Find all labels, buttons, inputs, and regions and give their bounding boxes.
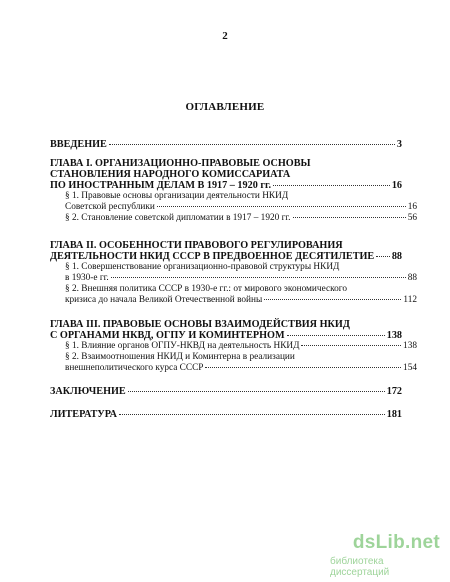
entry-page: 181 [386, 409, 402, 420]
watermark-logo [353, 532, 440, 554]
toc-entry-introduction[interactable] [50, 139, 402, 150]
chapter-title-line: ГЛАВА II. ОСОБЕННОСТИ ПРАВОВОГО РЕГУЛИРОВАНИЯ [50, 240, 343, 251]
dot-leader [157, 206, 406, 207]
entry-page: 112 [403, 295, 417, 305]
dot-leader [111, 277, 406, 278]
section-title-line: § 1. Влияние органов ОГПУ-НКВД на деятельность НКИД [65, 341, 300, 351]
section-title-line: § 2. Взаимоотношения НКИД и Коминтерна в реализации [65, 352, 295, 362]
entry-page: 138 [403, 341, 417, 351]
watermark-subtitle: библиотека диссертаций [330, 556, 390, 578]
dot-leader [376, 256, 390, 257]
toc-title: ОГЛАВЛЕНИЕ [185, 101, 265, 113]
dot-leader [109, 144, 395, 145]
watermark-logo-main: dsLib [352, 532, 406, 553]
toc-entry-chapter-3[interactable] [50, 319, 417, 374]
section-title-line: § 2. Становление советской дипломатии в 1917 – 1920 гг. [65, 213, 291, 223]
entry-page: 138 [386, 330, 402, 341]
dot-leader [293, 217, 406, 218]
entry-title: ЛИТЕРАТУРА [50, 409, 118, 420]
chapter-title-line: ДЕЯТЕЛЬНОСТИ НКИД СССР В ПРЕДВОЕННОЕ ДЕСЯТИЛЕТИЕ [50, 251, 375, 262]
toc-entry-literature[interactable] [50, 409, 402, 420]
toc-entry-chapter-1[interactable] [50, 158, 417, 224]
section-title-line: в 1930-е гг. [65, 273, 109, 283]
section-title-line: § 1. Совершенствование организационно-правовой структуры НКИД [65, 262, 340, 272]
entry-page: 172 [386, 386, 402, 397]
dot-leader [264, 299, 401, 300]
section-title-line: внешнеполитического курса СССР [65, 363, 204, 373]
chapter-title-line: ПО ИНОСТРАННЫМ ДЕЛАМ В 1917 – 1920 гг. [50, 180, 271, 191]
page-number: 2 [222, 30, 228, 42]
dot-leader [119, 414, 385, 415]
entry-page: 16 [407, 202, 417, 212]
dslib-watermark [330, 532, 440, 578]
chapter-title-line: С ОРГАНАМИ НКВД, ОГПУ И КОМИНТЕРНОМ [50, 330, 285, 341]
entry-title: ЗАКЛЮЧЕНИЕ [50, 386, 126, 397]
section-title-line: § 2. Внешняя политика СССР в 1930-е гг.: от мирового экономического [65, 284, 347, 294]
toc-entry-chapter-2[interactable] [50, 240, 417, 306]
section-title-line: Советской республики [65, 202, 155, 212]
dot-leader [128, 391, 385, 392]
entry-page: 88 [391, 251, 402, 262]
entry-page: 16 [391, 180, 402, 191]
entry-page: 154 [403, 363, 417, 373]
section-title-line: кризиса до начала Великой Отечественной войны [65, 295, 263, 305]
chapter-title-line: ГЛАВА I. ОРГАНИЗАЦИОННО-ПРАВОВЫЕ ОСНОВЫ [50, 158, 311, 169]
dot-leader [287, 335, 385, 336]
toc-entry-conclusion[interactable] [50, 386, 402, 397]
entry-page: 3 [396, 139, 402, 150]
dot-leader [205, 367, 401, 368]
section-title-line: § 1. Правовые основы организации деятельности НКИД [65, 191, 289, 201]
dot-leader [301, 345, 401, 346]
chapter-title-line: ГЛАВА III. ПРАВОВЫЕ ОСНОВЫ ВЗАИМОДЕЙСТВИЯ НКИД [50, 319, 350, 330]
watermark-logo-tld: .net [405, 532, 440, 553]
chapter-title-line: СТАНОВЛЕНИЯ НАРОДНОГО КОМИССАРИАТА [50, 169, 291, 180]
entry-page: 88 [407, 273, 417, 283]
entry-title: ВВЕДЕНИЕ [50, 139, 107, 150]
entry-page: 56 [407, 213, 417, 223]
dot-leader [273, 185, 390, 186]
